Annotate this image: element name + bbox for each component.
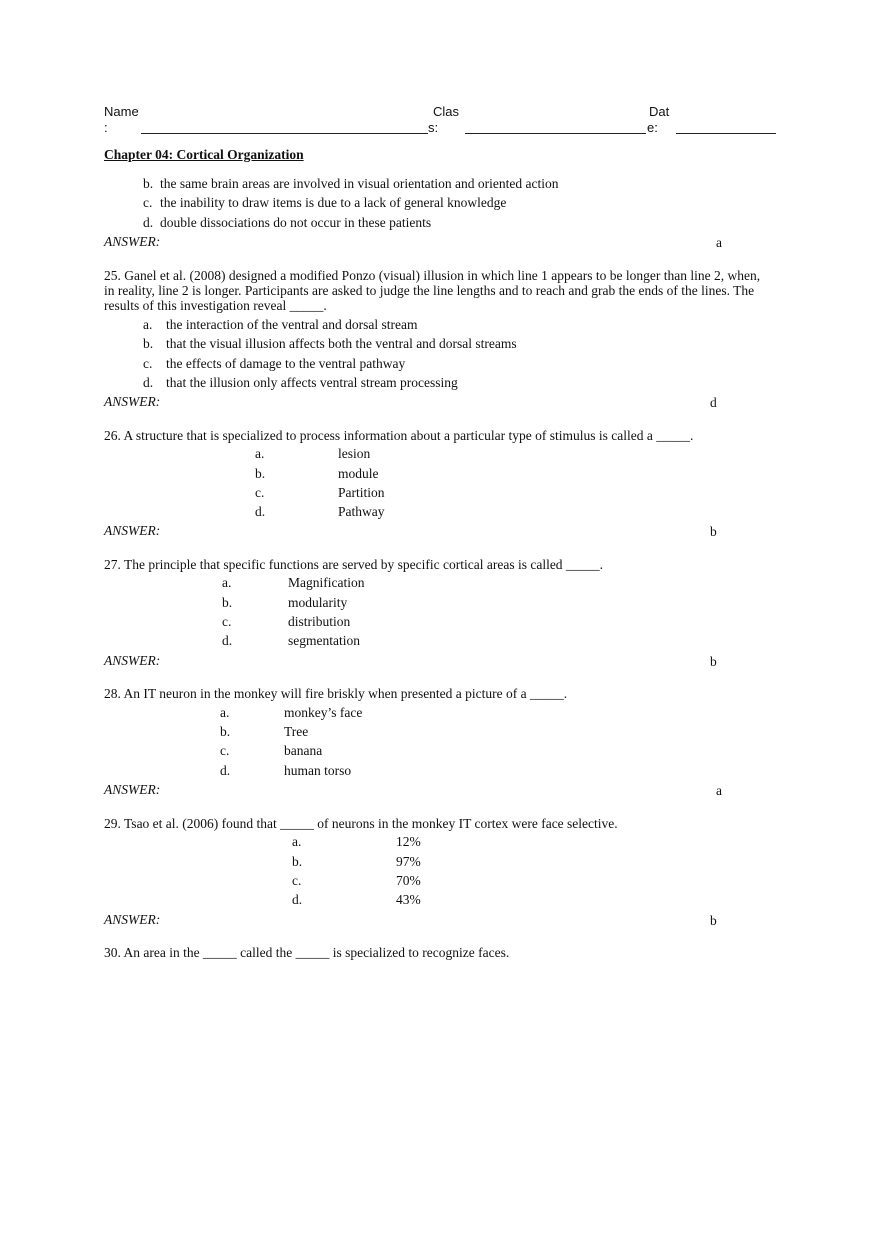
answer-value: b <box>710 913 717 928</box>
option-text: banana <box>284 743 323 758</box>
option-letter: c. <box>143 195 153 210</box>
answer-value: b <box>710 524 717 539</box>
answer-value: b <box>710 654 717 669</box>
chapter-title: Chapter 04: Cortical Organization <box>104 147 304 162</box>
option-text: lesion <box>338 446 371 461</box>
question-25: 25. Ganel et al. (2008) designed a modified Ponzo (visual) illusion in which line 1 appears to be longer than line 2, when, in reality, line 2 is longer. Participants are asked to judge the line lengths and to reach and grab the ends of the lines. The results of this investigation reveal _____. <box>104 268 761 313</box>
option-text: that the illusion only affects ventral stream processing <box>166 375 458 390</box>
option-text: that the visual illusion affects both the ventral and dorsal streams <box>166 336 517 351</box>
option-text: the inability to draw items is due to a lack of general knowledge <box>160 195 507 210</box>
option-letter: c. <box>222 614 232 629</box>
option-letter: b. <box>292 854 303 869</box>
class-field-line[interactable] <box>465 133 646 134</box>
option-letter: b. <box>222 595 233 610</box>
option-letter: c. <box>255 485 265 500</box>
option-text: double dissociations do not occur in these patients <box>160 215 432 230</box>
option-text: monkey’s face <box>284 705 363 720</box>
question-28: 28. An IT neuron in the monkey will fire briskly when presented a picture of a _____. <box>104 686 568 701</box>
option-letter: d. <box>143 375 154 390</box>
date-label: Dat <box>649 104 670 119</box>
question-30: 30. An area in the _____ called the _____ is specialized to recognize faces. <box>104 945 510 960</box>
option-text: 12% <box>396 834 421 849</box>
option-text: 97% <box>396 854 421 869</box>
answer-label: ANSWER: <box>104 653 161 668</box>
answer-label: ANSWER: <box>104 912 161 927</box>
option-letter: d. <box>222 633 233 648</box>
option-letter: c. <box>143 356 153 371</box>
option-letter: a. <box>222 575 232 590</box>
option-text: modularity <box>288 595 348 610</box>
answer-label: ANSWER: <box>104 523 161 538</box>
class-label: Clas <box>433 104 460 119</box>
name-label: Name <box>104 104 139 119</box>
option-letter: d. <box>143 215 154 230</box>
name-field-line[interactable] <box>141 133 428 134</box>
option-text: segmentation <box>288 633 360 648</box>
option-text: Pathway <box>338 504 385 519</box>
option-text: distribution <box>288 614 351 629</box>
option-letter: a. <box>220 705 230 720</box>
question-27: 27. The principle that specific functions are served by specific cortical areas is called _____. <box>104 557 604 572</box>
answer-value: a <box>716 235 722 250</box>
option-text: module <box>338 466 379 481</box>
option-text: 43% <box>396 892 421 907</box>
option-letter: c. <box>292 873 302 888</box>
option-text: the same brain areas are involved in visual orientation and oriented action <box>160 176 559 191</box>
option-text: 70% <box>396 873 421 888</box>
option-letter: b. <box>220 724 231 739</box>
option-letter: b. <box>255 466 266 481</box>
date-label-suffix: e: <box>647 120 658 135</box>
answer-label: ANSWER: <box>104 394 161 409</box>
option-letter: d. <box>220 763 231 778</box>
option-text: the effects of damage to the ventral pathway <box>166 356 406 371</box>
option-text: the interaction of the ventral and dorsal stream <box>166 317 418 332</box>
option-letter: b. <box>143 336 154 351</box>
question-29: 29. Tsao et al. (2006) found that _____ of neurons in the monkey IT cortex were face selective. <box>104 816 618 831</box>
date-field-line[interactable] <box>676 133 776 134</box>
name-colon: : <box>104 120 108 135</box>
option-text: Partition <box>338 485 385 500</box>
answer-value: a <box>716 783 722 798</box>
option-letter: d. <box>255 504 266 519</box>
option-letter: a. <box>292 834 302 849</box>
option-letter: c. <box>220 743 230 758</box>
answer-value: d <box>710 395 717 410</box>
option-letter: b. <box>143 176 154 191</box>
answer-label: ANSWER: <box>104 234 161 249</box>
answer-label: ANSWER: <box>104 782 161 797</box>
option-text: human torso <box>284 763 352 778</box>
option-letter: a. <box>143 317 153 332</box>
option-text: Magnification <box>288 575 365 590</box>
class-label-suffix: s: <box>428 120 439 135</box>
option-letter: d. <box>292 892 303 907</box>
option-letter: a. <box>255 446 265 461</box>
option-text: Tree <box>284 724 309 739</box>
question-26: 26. A structure that is specialized to process information about a particular type of stimulus is called a _____. <box>104 428 694 443</box>
